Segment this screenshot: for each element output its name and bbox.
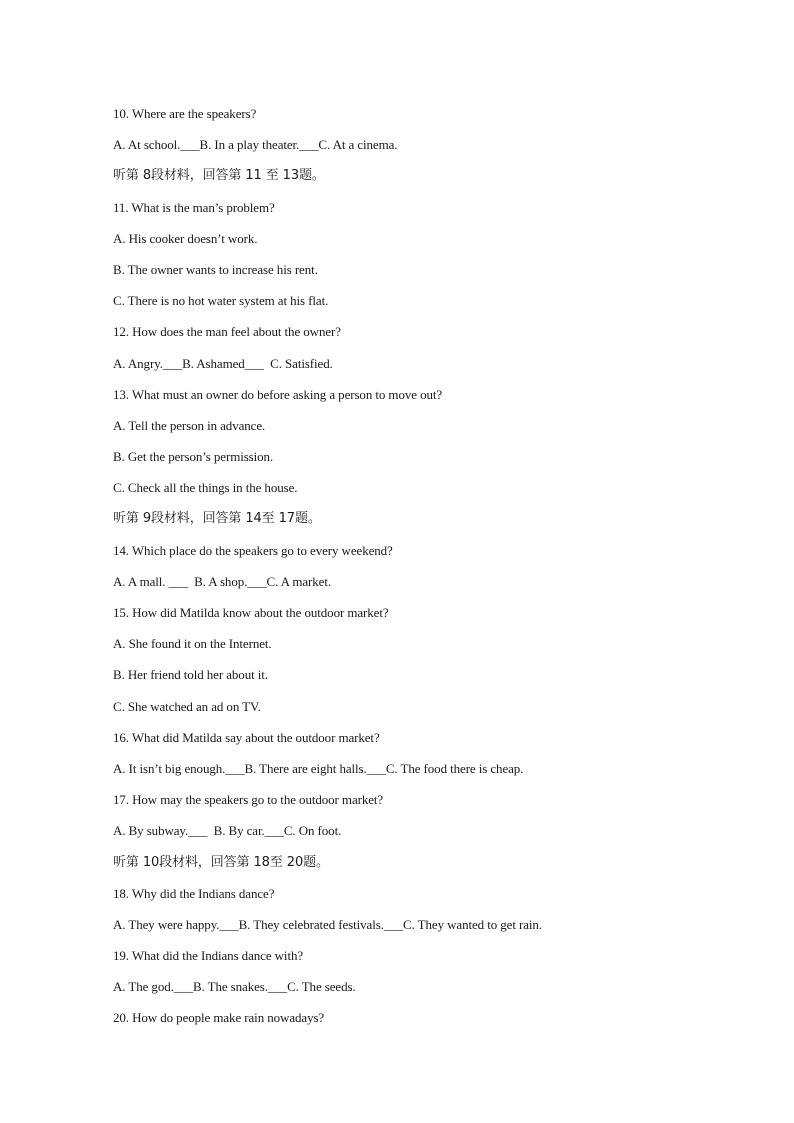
options-line: A. It isn’t big enough.___B. There are eight halls.___C. The food there is cheap.: [113, 760, 524, 776]
option-line: A. She found it on the Internet.: [113, 636, 272, 652]
question-line: 10. Where are the speakers?: [113, 106, 257, 121]
question-line: 11. What is the man’s problem?: [113, 199, 275, 215]
option-line: C. She watched an ad on TV.: [113, 698, 261, 714]
question-line: 17. How may the speakers go to the outdoor market?: [113, 792, 384, 808]
option-line: C. There is no hot water system at his flat.: [113, 293, 329, 309]
section-instruction: 听第 9段材料，回答第 14至 17题。: [113, 511, 321, 527]
options-line: A. The god.___B. The snakes.___C. The seeds.: [113, 979, 356, 995]
section-instruction: 听第 8段材料，回答第 11 至 13题。: [113, 168, 325, 184]
options-line: A. They were happy.___B. They celebrated festivals.___C. They wanted to get rain.: [113, 916, 542, 932]
question-line: 14. Which place do the speakers go to every weekend?: [113, 542, 393, 558]
question-line: 15. How did Matilda know about the outdoor market?: [113, 605, 389, 620]
section-instruction: 听第 10段材料，回答第 18至 20题。: [113, 854, 329, 870]
question-line: 20. How do people make rain nowadays?: [113, 1010, 325, 1026]
option-line: A. His cooker doesn’t work.: [113, 230, 258, 246]
option-line: B. Get the person’s permission.: [113, 449, 274, 465]
document-page: [113, 102, 713, 1038]
question-line: 12. How does the man feel about the owner?: [113, 324, 341, 340]
question-line: 16. What did Matilda say about the outdoor market?: [113, 729, 380, 745]
option-line: B. The owner wants to increase his rent.: [113, 261, 318, 277]
question-line: 19. What did the Indians dance with?: [113, 948, 304, 964]
option-line: C. Check all the things in the house.: [113, 480, 298, 496]
question-line: 18. Why did the Indians dance?: [113, 885, 275, 901]
options-line: A. At school.___B. In a play theater.___C. At a cinema.: [113, 137, 398, 153]
option-line: A. Tell the person in advance.: [113, 417, 266, 433]
options-line: A. By subway.___ B. By car.___C. On foot.: [113, 823, 342, 839]
question-line: 13. What must an owner do before asking a person to move out?: [113, 386, 443, 402]
option-line: B. Her friend told her about it.: [113, 667, 268, 683]
options-line: A. A mall. ___ B. A shop.___C. A market.: [113, 573, 331, 589]
options-line: A. Angry.___B. Ashamed___ C. Satisfied.: [113, 355, 333, 371]
